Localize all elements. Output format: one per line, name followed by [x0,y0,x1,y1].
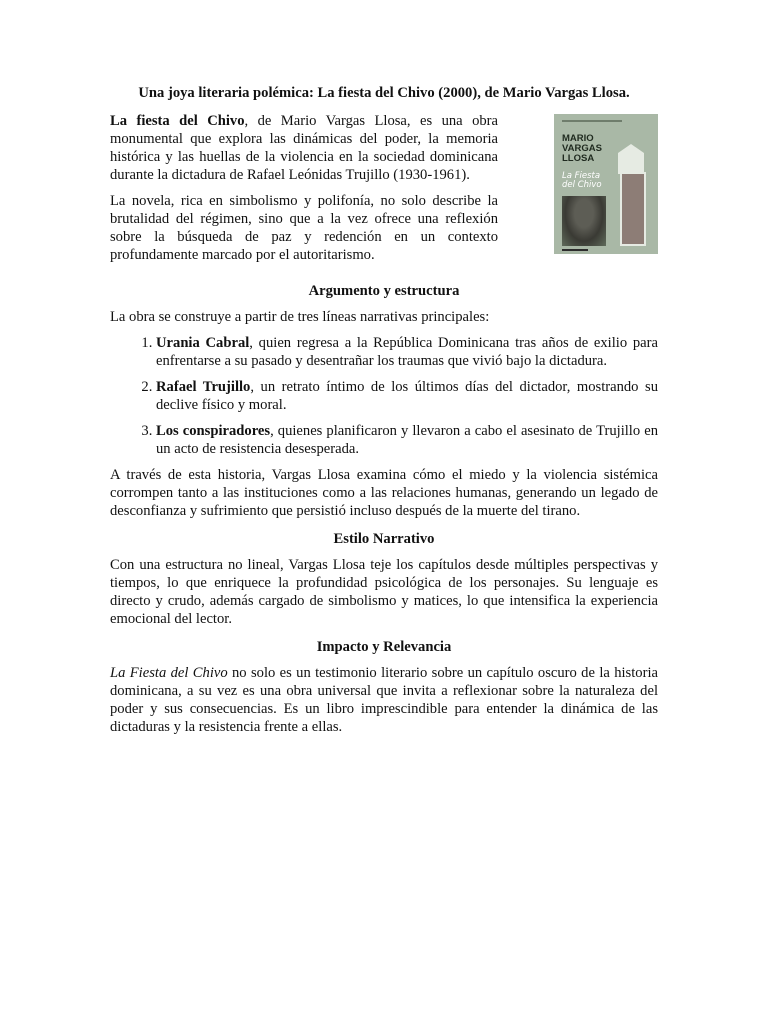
cover-publisher-mark [562,249,588,251]
intro-block [110,112,658,272]
narrative-lines-list [110,334,658,458]
book-cover-image [554,114,658,254]
list-item-text: , quien regresa a la República Dominicana tras años de exilio para enfrentarse a su pasado y desentrañar los traumas que vivió bajo la dictadura. [156,335,658,369]
intro-paragraph-2: La novela, rica en simbolismo y polifonía, no solo describe la brutalidad del régimen, sino que a la vez ofrece una reflexión sobre la búsqueda de paz y redención en un contexto profundamente marcado por el autoritarismo. [110,193,498,263]
section-heading-argumento: Argumento y estructura [308,283,460,299]
intro-paragraph-1 [110,112,498,184]
book-title-bold: La fiesta del Chivo [110,113,245,129]
list-item-text: , quienes planificaron y llevaron a cabo el asesinato de Trujillo en un acto de resistencia desesperada. [156,423,658,457]
intro-text [110,112,498,272]
document-body [110,84,658,744]
section-argumento-lead: La obra se construye a partir de tres líneas narrativas principales: [110,309,490,325]
cover-portrait-frame [620,172,646,246]
list-item-bold: Rafael Trujillo [156,379,251,395]
list-item [156,334,658,370]
cover-house-shape [618,144,644,174]
cover-header-line [562,120,622,122]
list-item-text: , un retrato íntimo de los últimos días del dictador, mostrando su declive físico y moral. [156,379,658,413]
cover-author: MARIO VARGAS LLOSA [562,133,602,164]
cover-title: La Fiesta del Chivo [562,171,602,190]
book-title-italic: La Fiesta del Chivo [110,665,228,681]
section-heading-estilo: Estilo Narrativo [333,531,435,547]
list-item-bold: Urania Cabral [156,335,250,351]
list-item [156,422,658,458]
section-argumento-closing: A través de esta historia, Vargas Llosa examina cómo el miedo y la violencia sistémica corrompen tanto a las instituciones como a las relaciones humanas, generando un legado de desconfianza y sufrimiento que persistió incluso después de la muerte del tirano. [110,467,658,519]
cover-portrait [562,196,606,246]
section-impacto-rest: no solo es un testimonio literario sobre un capítulo oscuro de la historia dominicana, a su vez es una obra universal que invita a reflexionar sobre la naturaleza del poder y sus consecuencias. Es un libro imprescindible para entender la dinámica de las dictaduras y la resistencia frente a ellas. [110,665,658,735]
section-heading-impacto: Impacto y Relevancia [316,639,452,655]
section-estilo-text: Con una estructura no lineal, Vargas Llosa teje los capítulos desde múltiples perspectivas y tiempos, lo que enriquece la profundidad psicológica de los personajes. Su lenguaje es directo y crudo, además cargado de simbolismo y matices, lo que intensifica la experiencia emocional del lector. [110,557,658,627]
section-impacto-text [110,664,658,736]
list-item [156,378,658,414]
list-item-bold: Los conspiradores [156,423,271,439]
document-title: Una joya literaria polémica: La fiesta del Chivo (2000), de Mario Vargas Llosa. [138,85,630,101]
intro-paragraph-1-text: , de Mario Vargas Llosa, es una obra monumental que explora las dinámicas del poder, la memoria histórica y las huellas de la violencia en la sociedad dominicana durante la dictadura de Rafael Leónidas Trujillo (1930-1961). [110,113,498,183]
